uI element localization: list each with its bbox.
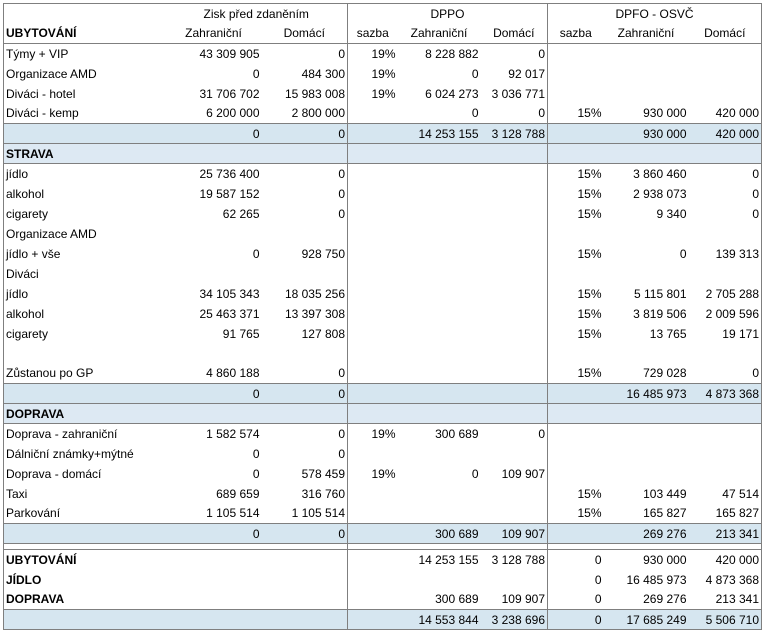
- cell-dppo-sazba: [348, 484, 398, 504]
- row-label: Taxi: [4, 484, 166, 504]
- cell-dppo-sazba: [348, 504, 398, 524]
- total-dppo-zahranicni: 300 689: [398, 524, 481, 544]
- row-label: cigarety: [4, 324, 166, 344]
- table-row: [4, 424, 762, 444]
- row-label: Parkování: [4, 504, 166, 524]
- cell-dppo-sazba: 19%: [348, 464, 398, 484]
- cell-dpfo-domaci: [689, 464, 762, 484]
- total-dpfo-zahranicni: 269 276: [604, 524, 689, 544]
- cell-dpfo-sazba: [548, 464, 604, 484]
- total-dpfo-domaci: 420 000: [689, 124, 762, 144]
- cell-dpfo-domaci: 0: [689, 364, 762, 384]
- cell-dpfo-zahranicni: [604, 444, 689, 464]
- header-zisk: Zisk před zdaněním: [166, 4, 348, 24]
- cell-dpfo-zahranicni: 9 340: [656, 206, 687, 221]
- cell-dppo-zahranicni: [398, 504, 481, 524]
- table-row: [4, 464, 762, 484]
- total-zisk-domaci: 0: [262, 124, 348, 144]
- row-label: jídlo: [4, 284, 166, 304]
- cell-zisk-zahranicni: 4 860 188: [206, 366, 260, 381]
- table-row: [4, 304, 762, 324]
- cell-dppo-zahranicni: [398, 570, 481, 590]
- cell-dppo-domaci: 3 128 788: [491, 552, 545, 567]
- row-label: Organizace AMD: [4, 64, 166, 84]
- row-label: alkohol: [4, 184, 166, 204]
- cell-zisk-zahranicni: 0: [252, 446, 260, 461]
- cell-zisk-zahranicni: 1 105 514: [206, 506, 260, 521]
- cell-dppo-domaci: 0: [538, 46, 545, 61]
- cell-dpfo-zahranicni: 16 485 973: [626, 572, 687, 587]
- table-row: [4, 44, 762, 64]
- table-row: [4, 104, 762, 124]
- total-dpfo-zahranicni: 16 485 973: [604, 384, 689, 404]
- cell-dpfo-sazba: 15%: [548, 104, 604, 124]
- cell-dpfo-zahranicni: [604, 424, 689, 444]
- grand-total-dpfo-sazba: 0: [548, 610, 604, 630]
- cell-zisk-zahranicni: 6 200 000: [206, 106, 260, 121]
- cell-dppo-zahranicni: 14 253 155: [418, 552, 479, 567]
- cell-zisk-domaci: 0: [338, 446, 345, 461]
- row-label: Organizace AMD: [4, 224, 166, 244]
- cell-zisk-domaci: 0: [338, 46, 345, 61]
- col-zisk-domaci: Domácí: [262, 24, 348, 44]
- cell-zisk-zahranicni: 25 463 371: [199, 306, 260, 321]
- cell-zisk-zahranicni: 1 582 574: [206, 426, 260, 441]
- cell-dpfo-sazba: 15%: [548, 164, 604, 184]
- cell-dpfo-domaci: [689, 444, 762, 464]
- cell-dpfo-domaci: [689, 44, 762, 64]
- summary-row: [4, 550, 762, 570]
- cell-dppo-domaci: [481, 504, 548, 524]
- row-label: Dálniční známky+mýtné: [4, 444, 166, 464]
- cell-zisk-domaci: 1 105 514: [291, 506, 345, 521]
- cell-dpfo-zahranicni: 2 938 073: [633, 186, 687, 201]
- cell-dpfo-sazba: 15%: [548, 244, 604, 264]
- cell-dppo-sazba: 19%: [348, 44, 398, 64]
- cell-zisk-zahranicni: 19 587 152: [199, 186, 260, 201]
- cell-dppo-zahranicni: 8 228 882: [425, 46, 479, 61]
- cell-dpfo-domaci: 0: [689, 204, 762, 224]
- cell-zisk-zahranicni: 91 765: [222, 326, 260, 341]
- total-zisk-zahranicni: 0: [166, 384, 262, 404]
- cell-zisk-domaci: 0: [338, 186, 345, 201]
- col-dppo-zahranicni: Zahraniční: [398, 24, 481, 44]
- cell-dpfo-sazba: 15%: [548, 284, 604, 304]
- cell-dpfo-zahranicni: 930 000: [643, 552, 687, 567]
- cell-dpfo-sazba: 15%: [548, 204, 604, 224]
- cell-dpfo-sazba: 0: [548, 590, 604, 610]
- cell-dpfo-domaci: 2 705 288: [689, 284, 762, 304]
- cell-dppo-sazba: [348, 444, 398, 464]
- cell-dppo-sazba: 19%: [348, 64, 398, 84]
- header-dpfo: DPFO - OSVČ: [548, 4, 762, 24]
- cell-dpfo-zahranicni: 5 115 801: [634, 286, 687, 301]
- section-row-strava: [4, 144, 762, 164]
- cell-dppo-domaci: 0: [538, 426, 545, 441]
- row-label: Diváci: [4, 264, 166, 284]
- total-row-strava: [4, 384, 762, 404]
- cell-zisk-zahranicni: 0: [252, 66, 260, 81]
- table-row: [4, 204, 762, 224]
- grand-total-dpfo-domaci: 5 506 710: [689, 610, 762, 630]
- row-label: Doprava - zahraniční: [4, 424, 166, 444]
- cell-dpfo-zahranicni: 13 765: [649, 326, 687, 341]
- cell-dpfo-domaci: 0: [689, 184, 762, 204]
- cell-dppo-zahranicni: 0: [471, 106, 479, 121]
- cell-dpfo-domaci: 139 313: [689, 244, 762, 264]
- row-label: jídlo + vše: [4, 244, 166, 264]
- column-header-row: [4, 24, 762, 44]
- cell-dpfo-zahranicni: [604, 64, 689, 84]
- total-zisk-domaci: 0: [262, 524, 348, 544]
- cell-dpfo-domaci: 420 000: [689, 104, 762, 124]
- cell-zisk-domaci: 127 808: [301, 326, 345, 341]
- cell-dpfo-sazba: 15%: [548, 304, 604, 324]
- cell-zisk-zahranicni: 25 736 400: [199, 166, 260, 181]
- cell-dpfo-domaci: 213 341: [689, 590, 762, 610]
- cell-zisk-zahranicni: 0: [252, 246, 260, 261]
- summary-label: UBYTOVÁNÍ: [4, 550, 166, 570]
- cell-dppo-domaci: 3 036 771: [491, 86, 545, 101]
- table-row: [4, 364, 762, 384]
- cell-dpfo-zahranicni: 930 000: [643, 106, 687, 121]
- cell-dpfo-domaci: [689, 84, 762, 104]
- total-row-ubytovani: [4, 124, 762, 144]
- row-label: Zůstanou po GP: [4, 364, 166, 384]
- total-row-doprava: [4, 524, 762, 544]
- summary-label: JÍDLO: [4, 570, 166, 590]
- cell-dpfo-sazba: 15%: [548, 484, 604, 504]
- cell-dppo-sazba: 19%: [348, 424, 398, 444]
- cell-zisk-zahranicni: 0: [252, 466, 260, 481]
- col-dppo-sazba: sazba: [348, 24, 398, 44]
- cell-dppo-zahranicni: [398, 444, 481, 464]
- header-dppo: DPPO: [348, 4, 548, 24]
- total-dppo-zahranicni: 14 253 155: [398, 124, 481, 144]
- row-label: Diváci - hotel: [4, 84, 166, 104]
- row-label: Doprava - domácí: [4, 464, 166, 484]
- cell-dpfo-sazba: 15%: [548, 324, 604, 344]
- cell-dppo-domaci: 0: [538, 106, 545, 121]
- row-label: jídlo: [4, 164, 166, 184]
- section-title-doprava: DOPRAVA: [4, 404, 166, 424]
- total-dppo-domaci: 3 128 788: [481, 124, 548, 144]
- cell-zisk-domaci: 2 800 000: [291, 106, 345, 121]
- cell-dppo-domaci: [481, 570, 548, 590]
- col-dpfo-domaci: Domácí: [689, 24, 762, 44]
- cell-zisk-domaci: 0: [338, 206, 345, 221]
- col-dpfo-zahranicni: Zahraniční: [604, 24, 689, 44]
- cell-dpfo-zahranicni: 269 276: [643, 592, 687, 607]
- cell-dppo-zahranicni: 6 024 273: [425, 86, 479, 101]
- grand-total-dppo-zahranicni: 14 553 844: [398, 610, 481, 630]
- table-row: [4, 84, 762, 104]
- table-row: [4, 64, 762, 84]
- table-row: [4, 504, 762, 524]
- cell-zisk-domaci: 928 750: [301, 246, 345, 261]
- group-header-row: [4, 4, 762, 24]
- cell-dppo-zahranicni: 0: [471, 66, 479, 81]
- cell-dppo-zahranicni: [398, 484, 481, 504]
- col-zisk-zahranicni: Zahraniční: [166, 24, 262, 44]
- summary-row: [4, 570, 762, 590]
- section-title-strava: STRAVA: [4, 144, 166, 164]
- cell-dppo-domaci: [481, 444, 548, 464]
- cell-dpfo-domaci: 4 873 368: [689, 570, 762, 590]
- table-row: [4, 244, 762, 264]
- cell-dpfo-sazba: 15%: [548, 504, 604, 524]
- col-dpfo-sazba: sazba: [548, 24, 604, 44]
- cell-zisk-domaci: 0: [338, 366, 345, 381]
- grand-total-dpfo-zahranicni: 17 685 249: [604, 610, 689, 630]
- total-dpfo-zahranicni: 930 000: [604, 124, 689, 144]
- section-row-doprava: [4, 404, 762, 424]
- table-row: [4, 324, 762, 344]
- cell-dpfo-domaci: 165 827: [689, 504, 762, 524]
- cell-dpfo-zahranicni: [604, 44, 689, 64]
- grand-total-dppo-domaci: 3 238 696: [481, 610, 548, 630]
- cell-zisk-zahranicni: 43 309 905: [199, 46, 260, 61]
- total-zisk-zahranicni: 0: [166, 524, 262, 544]
- cell-dpfo-zahranicni: 3 819 506: [633, 306, 687, 321]
- total-dpfo-domaci: 213 341: [689, 524, 762, 544]
- cell-zisk-zahranicni: 31 706 702: [199, 86, 260, 101]
- summary-label: DOPRAVA: [4, 590, 166, 610]
- table-row: [4, 444, 762, 464]
- cell-dpfo-sazba: [548, 84, 604, 104]
- cell-dpfo-sazba: 0: [548, 550, 604, 570]
- cell-zisk-zahranicni: 62 265: [222, 206, 260, 221]
- cell-dpfo-zahranicni: 729 028: [643, 366, 687, 381]
- col-dppo-domaci: Domácí: [481, 24, 548, 44]
- section-title-ubytovani: UBYTOVÁNÍ: [4, 24, 166, 44]
- cell-dppo-sazba: 19%: [348, 84, 398, 104]
- cell-zisk-domaci: 0: [338, 426, 345, 441]
- cell-dpfo-sazba: 15%: [548, 184, 604, 204]
- row-label: alkohol: [4, 304, 166, 324]
- cell-dpfo-domaci: 420 000: [689, 550, 762, 570]
- empty-row: [4, 344, 762, 364]
- table-row: [4, 184, 762, 204]
- cell-dpfo-sazba: [548, 64, 604, 84]
- cell-dpfo-domaci: [689, 64, 762, 84]
- total-dpfo-domaci: 4 873 368: [689, 384, 762, 404]
- cell-dppo-zahranicni: 300 689: [435, 592, 479, 607]
- cell-dpfo-sazba: [548, 424, 604, 444]
- cell-dpfo-zahranicni: 3 860 460: [633, 166, 687, 181]
- cell-zisk-domaci: 13 397 308: [284, 306, 345, 321]
- tax-spreadsheet: [3, 3, 762, 630]
- cell-dppo-zahranicni: 300 689: [435, 426, 479, 441]
- total-zisk-domaci: 0: [262, 384, 348, 404]
- cell-dpfo-sazba: [548, 44, 604, 64]
- table-row: [4, 484, 762, 504]
- table-row: [4, 284, 762, 304]
- cell-dppo-sazba: [348, 104, 398, 124]
- cell-dpfo-domaci: 19 171: [689, 324, 762, 344]
- table-row: [4, 224, 762, 244]
- row-label: cigarety: [4, 204, 166, 224]
- cell-dpfo-domaci: [689, 424, 762, 444]
- cell-zisk-domaci: 15 983 008: [284, 86, 345, 101]
- cell-dppo-zahranicni: 0: [471, 466, 479, 481]
- cell-zisk-domaci: 316 760: [301, 486, 345, 501]
- cell-dpfo-domaci: 47 514: [689, 484, 762, 504]
- cell-zisk-domaci: 578 459: [301, 466, 345, 481]
- cell-dpfo-zahranicni: 165 827: [643, 506, 687, 521]
- cell-zisk-domaci: 18 035 256: [284, 286, 345, 301]
- cell-dppo-domaci: 92 017: [508, 66, 545, 81]
- cell-dppo-domaci: [481, 484, 548, 504]
- cell-dpfo-domaci: 0: [689, 164, 762, 184]
- total-dppo-domaci: 109 907: [481, 524, 548, 544]
- cell-zisk-zahranicni: 34 105 343: [199, 286, 260, 301]
- cell-dpfo-sazba: 15%: [548, 364, 604, 384]
- summary-row: [4, 590, 762, 610]
- cell-zisk-domaci: 0: [338, 166, 345, 181]
- cell-dpfo-zahranicni: 0: [679, 246, 687, 261]
- table-row: [4, 264, 762, 284]
- cell-zisk-domaci: 484 300: [301, 66, 345, 81]
- cell-dppo-domaci: 109 907: [501, 592, 545, 607]
- row-label: Diváci - kemp: [4, 104, 166, 124]
- cell-dpfo-zahranicni: [604, 84, 689, 104]
- cell-zisk-zahranicni: 689 659: [216, 486, 260, 501]
- cell-dpfo-sazba: [548, 444, 604, 464]
- total-zisk-zahranicni: 0: [166, 124, 262, 144]
- cell-dpfo-domaci: 2 009 596: [689, 304, 762, 324]
- table-row: [4, 164, 762, 184]
- row-label: Týmy + VIP: [4, 44, 166, 64]
- cell-dpfo-sazba: 0: [548, 570, 604, 590]
- cell-dppo-domaci: 109 907: [501, 466, 545, 481]
- cell-dpfo-zahranicni: [604, 464, 689, 484]
- grand-total-row: [4, 610, 762, 630]
- cell-dpfo-zahranicni: 103 449: [643, 486, 687, 501]
